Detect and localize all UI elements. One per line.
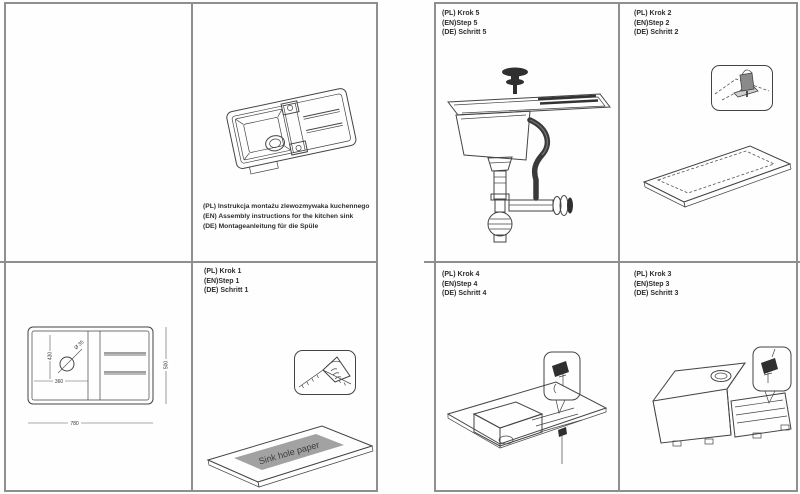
peel-sticker-icon xyxy=(293,349,357,396)
step5-label-de: (DE) Schritt 5 xyxy=(442,29,487,36)
dim-hole-offset-vertical: 430 xyxy=(47,351,54,361)
cover-sink-drawing xyxy=(212,70,367,185)
step4-label-en: (EN)Step 4 xyxy=(442,280,478,288)
step2-label-pl: (PL) Krok 2 xyxy=(634,10,672,17)
sink-hole-paper-board xyxy=(200,412,380,490)
cover-title-en: (EN) Assembly instructions for the kitchen sink xyxy=(203,213,354,220)
jigsaw-icon xyxy=(710,64,774,112)
left-page-vertical-divider xyxy=(191,2,193,492)
step3-label-pl: (PL) Krok 3 xyxy=(634,271,672,278)
step5-header xyxy=(442,9,486,38)
step4-label-de: (DE) Schritt 4 xyxy=(442,290,487,297)
step1-label-de: (DE) Schritt 1 xyxy=(204,287,249,294)
step1-label-pl: (PL) Krok 1 xyxy=(204,268,242,275)
dim-hole-offset-horizontal: 360 xyxy=(54,379,64,385)
cover-title xyxy=(203,202,381,232)
cutout-dimension-drawing xyxy=(20,315,190,437)
dim-hole-diameter: Ø 35 xyxy=(73,339,86,352)
step3-label-en: (EN)Step 3 xyxy=(634,280,670,288)
step3-header xyxy=(634,270,678,299)
blank-panel xyxy=(6,4,189,259)
dim-overall-depth: 500 xyxy=(163,360,170,370)
cover-title-de: (DE) Montageanleitung für die Spüle xyxy=(203,223,319,230)
step4-header xyxy=(442,270,486,299)
step2-label-de: (DE) Schritt 2 xyxy=(634,29,679,36)
step3-clips-drawing xyxy=(635,345,797,463)
step3-label-de: (DE) Schritt 3 xyxy=(634,290,679,297)
step1-header xyxy=(204,267,248,296)
sink-hole-paper-label: Sink hole paper xyxy=(257,439,321,467)
right-page-horizontal-divider xyxy=(424,261,800,263)
dim-overall-width: 780 xyxy=(70,421,79,427)
step5-label-en: (EN)Step 5 xyxy=(442,19,478,27)
step1-label-en: (EN)Step 1 xyxy=(204,277,240,285)
step2-header xyxy=(634,9,678,38)
step2-label-en: (EN)Step 2 xyxy=(634,19,670,27)
step4-label-pl: (PL) Krok 4 xyxy=(442,271,480,278)
left-page-horizontal-divider xyxy=(0,261,378,263)
step2-worktop-drawing xyxy=(638,132,796,212)
step5-label-pl: (PL) Krok 5 xyxy=(442,10,480,17)
step4-mounting-drawing xyxy=(444,350,609,472)
cover-title-pl: (PL) Instrukcja montażu zlewozmywaka kuchennego xyxy=(203,203,370,210)
step5-sink-siphon-drawing xyxy=(438,58,620,256)
